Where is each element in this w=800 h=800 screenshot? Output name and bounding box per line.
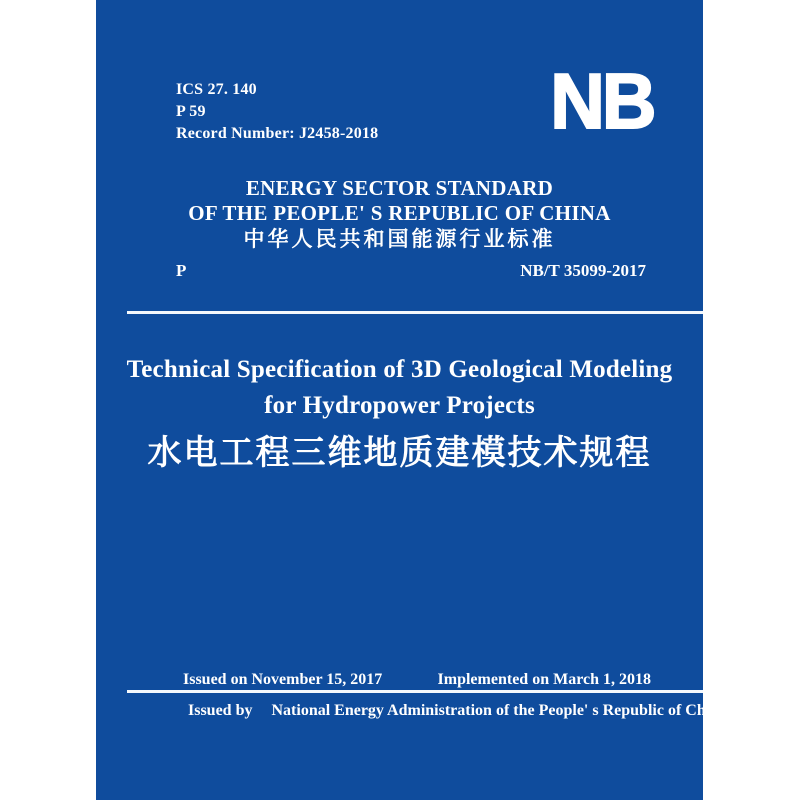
standard-header-line1: ENERGY SECTOR STANDARD bbox=[245, 176, 554, 200]
title-chinese: 水电工程三维地质建模技术规程 bbox=[147, 435, 652, 472]
standard-header bbox=[96, 176, 703, 252]
classification-block bbox=[176, 79, 378, 145]
implemented-on-date: Implemented on March 1, 2018 bbox=[437, 671, 651, 688]
title-block bbox=[96, 352, 703, 476]
divider-line-top bbox=[127, 311, 703, 314]
issued-by-value: National Energy Administration of the People' s Republic of China bbox=[271, 702, 728, 719]
issued-by-row bbox=[188, 702, 728, 720]
standard-cover-page bbox=[96, 0, 728, 800]
divider-line-bottom bbox=[127, 690, 703, 693]
standard-header-chinese: 中华人民共和国能源行业标准 bbox=[243, 227, 556, 251]
price-class-mark: P bbox=[176, 261, 187, 280]
nb-logo: NB bbox=[550, 57, 654, 145]
issued-on-date: Issued on November 15, 2017 bbox=[183, 671, 383, 688]
issued-by-label: Issued by bbox=[188, 702, 253, 719]
standard-header-line2: OF THE PEOPLE' S REPUBLIC OF CHINA bbox=[188, 201, 611, 225]
standard-number: NB/T 35099-2017 bbox=[520, 261, 646, 280]
record-number: Record Number: J2458-2018 bbox=[176, 125, 379, 142]
ics-code: ICS 27. 140 bbox=[176, 81, 257, 98]
dates-row bbox=[183, 671, 651, 689]
title-english-line1: Technical Specification of 3D Geological Modeling bbox=[126, 356, 673, 383]
standard-number-row bbox=[176, 261, 646, 281]
title-english-line2: for Hydropower Projects bbox=[264, 392, 535, 419]
class-code: P 59 bbox=[176, 103, 206, 120]
